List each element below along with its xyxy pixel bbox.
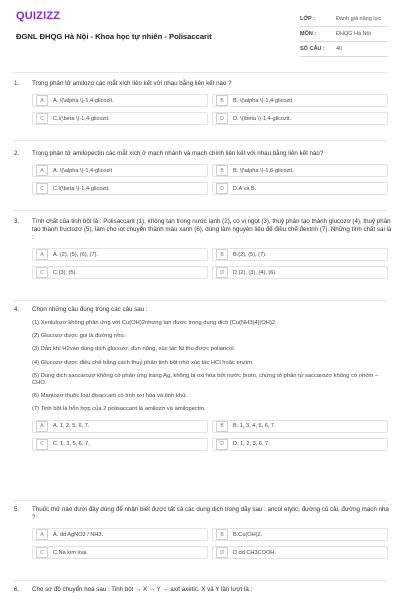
- option-text: A. \(\alpha \)-1,4-glicozit.: [53, 97, 114, 104]
- option-text: B. \(\alpha \)-1,4-glicozit.: [233, 97, 294, 104]
- option-letter: C: [36, 547, 48, 558]
- quizizz-logo: QUIZIZZ: [16, 10, 61, 22]
- answer-option-b[interactable]: [212, 164, 388, 177]
- divider: [14, 500, 386, 501]
- option-text: D. \(\beta \)-1,4-glicozit.: [233, 115, 292, 122]
- answer-options: [32, 94, 392, 125]
- answer-option-a[interactable]: [32, 164, 208, 177]
- option-text: C.(3), (5).: [53, 269, 77, 276]
- option-text: A. (2), (5), (6), (7).: [53, 251, 99, 258]
- question-number: 3.: [14, 218, 20, 225]
- answer-option-c[interactable]: [32, 266, 208, 279]
- option-text: C.Na kim loại.: [53, 549, 88, 556]
- statement-7: (7) Tinh bột là hỗn hợp của 2 polisaccarit là amilozơ và amilopectin.: [32, 406, 206, 413]
- answer-option-a[interactable]: [32, 248, 208, 261]
- option-letter: D: [216, 183, 228, 194]
- question-3: [14, 218, 392, 279]
- answer-option-b[interactable]: [212, 528, 388, 541]
- option-text: D. 1, 2, 3, 6, 7.: [233, 441, 270, 448]
- answer-option-c[interactable]: [32, 182, 208, 195]
- answer-options: [32, 420, 392, 451]
- answer-option-c[interactable]: [32, 112, 208, 125]
- answer-option-b[interactable]: [212, 248, 388, 261]
- divider: [14, 580, 386, 581]
- worksheet-meta: [300, 12, 388, 57]
- answer-option-c[interactable]: [32, 546, 208, 559]
- option-letter: B: [216, 95, 228, 106]
- answer-option-d[interactable]: [212, 438, 388, 451]
- option-letter: D: [216, 439, 228, 450]
- statement-4: (4) Glucozơ được điều chế bằng cách thuỷ phân tinh bột nhờ xúc tác HCl hoặc enzim.: [32, 359, 254, 366]
- question-1: [14, 80, 392, 125]
- option-text: B. \(\alpha \)-1,6-glicozit.: [233, 167, 294, 174]
- question-text: Cho sơ đồ chuyển hoá sau : Tinh bột → X → Y → axit axetic. X và Y lần lượt là :: [32, 586, 253, 593]
- option-text: B. 1, 3, 4, 5, 6, 7.: [233, 423, 276, 430]
- option-text: C. 1, 3, 5, 6, 7.: [53, 441, 90, 448]
- meta-row-count: [300, 42, 388, 57]
- question-2: [14, 150, 392, 195]
- option-text: B.(2), (5), (7).: [233, 251, 267, 258]
- answer-option-a[interactable]: [32, 94, 208, 107]
- question-number: 4.: [14, 306, 20, 313]
- question-number: 2.: [14, 150, 20, 157]
- option-text: A. dd AgNO3 / NH3.: [53, 531, 104, 538]
- meta-value: ĐHQG Hà Nội: [336, 31, 371, 37]
- question-text: Thuốc thử nào dưới đây dùng để nhận biết được tất cả các dung dịch trong dãy sau : ancol etylic, đường củ cải, đường mạch nha ?: [32, 506, 389, 521]
- answer-option-d[interactable]: [212, 266, 388, 279]
- question-text: Trong phân tử amilopectin các mắt xích ở mạch nhánh và mạch chính liên kết với nhau bằng liên kết nào?: [32, 150, 324, 157]
- worksheet-header: [0, 0, 400, 70]
- divider: [14, 210, 386, 211]
- statement-2: (2) Glucozơ được gọi là đường nho.: [32, 333, 126, 340]
- question-text: Tính chất của tinh bột là : Polisaccarit (1), không tan trong nước lạnh (2), có vị ngọt (3), thuỷ phân tạo thành glucozơ (4), thuỷ phân tạo thành fructozơ (5), làm cho iot chuyển thành màu xanh (6), dùng làm nguyên liệu để điều chế đextrin (7). Những tính chất sai là :: [32, 218, 392, 241]
- question-number: 1.: [14, 80, 20, 87]
- option-letter: C: [36, 183, 48, 194]
- meta-label: MÔN :: [300, 31, 317, 37]
- option-letter: C: [36, 439, 48, 450]
- option-letter: A: [36, 165, 48, 176]
- option-letter: B: [216, 421, 228, 432]
- meta-row-class: [300, 12, 388, 27]
- option-text: B.Cu(OH)2.: [233, 531, 263, 538]
- question-number: 6.: [14, 586, 20, 593]
- option-text: D.dd CH3COOH.: [233, 549, 276, 556]
- meta-row-subject: [300, 27, 388, 42]
- answer-option-a[interactable]: [32, 420, 208, 433]
- statement-5: (5) Dung dịch saccarozơ không có phản ứng tráng Ag, không bị oxi hóa bởi nước brom, chứng tỏ phân tử saccarozơ không có nhóm –CHO.: [32, 372, 379, 387]
- meta-label: LỚP :: [300, 16, 315, 22]
- answer-option-b[interactable]: [212, 94, 388, 107]
- answer-option-d[interactable]: [212, 546, 388, 559]
- answer-option-a[interactable]: [32, 528, 208, 541]
- question-5: [14, 506, 392, 559]
- option-text: A. \(\alpha \)-1,4-glicozit: [53, 167, 113, 174]
- answer-option-c[interactable]: [32, 438, 208, 451]
- worksheet-title: ĐGNL ĐHQG Hà Nội - Khoa học tự nhiên - Polisaccarit: [16, 32, 212, 41]
- option-letter: B: [216, 165, 228, 176]
- option-letter: A: [36, 421, 48, 432]
- option-text: D.A và B.: [233, 185, 257, 192]
- answer-options: [32, 164, 392, 195]
- divider: [14, 140, 386, 141]
- option-text: D.(2), (3), (4), (6).: [233, 269, 277, 276]
- statement-6: (6) Mantozơ thuộc loại đisaccarit có tính oxi hóa và tính khử.: [32, 393, 188, 400]
- option-text: A. 1, 2, 5, 6, 7.: [53, 423, 90, 430]
- answer-option-d[interactable]: [212, 182, 388, 195]
- option-letter: D: [216, 267, 228, 278]
- question-number: 5.: [14, 506, 20, 513]
- option-text: C.\(\beta \)-1,4-glicozit.: [53, 185, 110, 192]
- answer-options: [32, 248, 392, 279]
- answer-option-b[interactable]: [212, 420, 388, 433]
- divider: [14, 72, 386, 73]
- option-letter: A: [36, 95, 48, 106]
- question-6: [14, 586, 392, 594]
- question-4: [14, 306, 392, 451]
- option-letter: A: [36, 529, 48, 540]
- statement-3: (3) Dẫn khí H2vào dung dịch glucozơ, đun nóng, xúc tác Ni thu được poliancol.: [32, 346, 236, 353]
- option-letter: B: [216, 249, 228, 260]
- meta-label: SỐ CÂU :: [300, 46, 325, 52]
- question-text: Trong phân tử amilozo các mắt xích liên kết với nhau bằng liên kết nào ?: [32, 80, 232, 87]
- answer-options: [32, 528, 392, 559]
- option-letter: D: [216, 113, 228, 124]
- statement-1: (1) Xenlulozơ không phản ứng với Cu(OH)2nhưng tan được trong dung dịch [Cu(NH3)4](OH)2.: [32, 320, 277, 326]
- option-letter: A: [36, 249, 48, 260]
- option-letter: D: [216, 547, 228, 558]
- option-letter: B: [216, 529, 228, 540]
- option-letter: C: [36, 267, 48, 278]
- question-text: Chọn những câu đúng trong các câu sau :: [32, 306, 148, 313]
- divider: [14, 300, 386, 301]
- meta-value: Đánh giá năng lực: [336, 16, 381, 22]
- meta-value: 40: [336, 46, 343, 52]
- option-letter: C: [36, 113, 48, 124]
- answer-option-d[interactable]: [212, 112, 388, 125]
- option-text: C.\(\beta \)-1,4-glicozit.: [53, 115, 110, 122]
